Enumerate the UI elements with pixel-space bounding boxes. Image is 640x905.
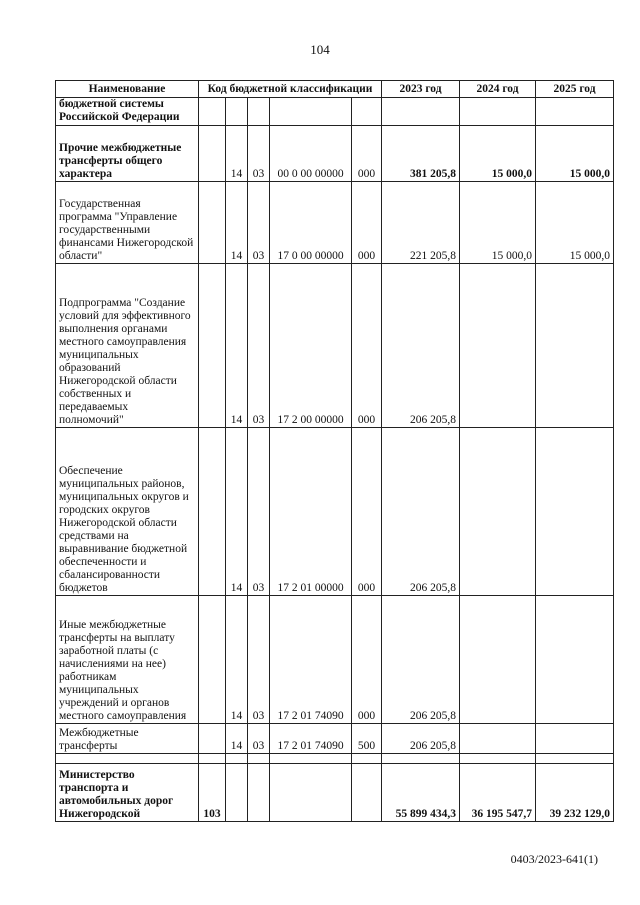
row-section: 14 <box>226 724 248 754</box>
row-name <box>56 754 199 764</box>
table-subheader-row <box>56 98 614 126</box>
row-subsection <box>248 764 270 822</box>
row-value-2023: 206 205,8 <box>382 596 460 724</box>
row-value-2023: 206 205,8 <box>382 264 460 428</box>
table-row <box>56 428 614 596</box>
row-value-2025 <box>536 596 614 724</box>
row-value-2024 <box>460 428 536 596</box>
row-value-2025: 39 232 129,0 <box>536 764 614 822</box>
row-target-code: 17 2 01 00000 <box>270 428 352 596</box>
row-value-2023: 55 899 434,3 <box>382 764 460 822</box>
row-expense-type: 000 <box>352 596 382 724</box>
table-row <box>56 596 614 724</box>
header-name: Наименование <box>56 81 199 98</box>
row-subsection: 03 <box>248 126 270 182</box>
row-value-2025: 15 000,0 <box>536 126 614 182</box>
table-row <box>56 264 614 428</box>
row-value-2023: 206 205,8 <box>382 428 460 596</box>
row-value-2024 <box>460 596 536 724</box>
row-section <box>226 754 248 764</box>
header-2024: 2024 год <box>460 81 536 98</box>
row-value-2025 <box>536 428 614 596</box>
row-target-code <box>270 754 352 764</box>
document-code: 0403/2023-641(1) <box>510 852 598 866</box>
table-row <box>56 724 614 754</box>
row-value-2025 <box>536 754 614 764</box>
row-value-2023: 221 205,8 <box>382 182 460 264</box>
row-expense-type: 000 <box>352 182 382 264</box>
row-expense-type: 000 <box>352 264 382 428</box>
row-ministry-code <box>199 182 226 264</box>
row-value-2023: 381 205,8 <box>382 126 460 182</box>
row-expense-type: 500 <box>352 724 382 754</box>
row-value-2025 <box>536 264 614 428</box>
row-ministry-code <box>199 126 226 182</box>
header-code: Код бюджетной классификации <box>199 81 382 98</box>
page-number: 104 <box>310 42 330 57</box>
table-row <box>56 754 614 764</box>
row-name: Государственная программа "Управление государственными финансами Нижегородской области" <box>56 182 199 264</box>
row-ministry-code <box>199 264 226 428</box>
row-value-2024 <box>460 724 536 754</box>
row-section: 14 <box>226 264 248 428</box>
row-name: Подпрограмма "Создание условий для эффективного выполнения органами местного самоуправления муниципальных образований Нижегородской области собственных и передаваемых полномочий" <box>56 264 199 428</box>
row-value-2024: 15 000,0 <box>460 182 536 264</box>
row-subsection: 03 <box>248 428 270 596</box>
row-ministry-code <box>199 754 226 764</box>
header-2023: 2023 год <box>382 81 460 98</box>
header-2025: 2025 год <box>536 81 614 98</box>
row-section: 14 <box>226 596 248 724</box>
row-name: Иные межбюджетные трансферты на выплату заработной платы (с начислениями на нее) работникам муниципальных учреждений и органов местного самоуправления <box>56 596 199 724</box>
row-value-2025 <box>536 724 614 754</box>
row-section: 14 <box>226 126 248 182</box>
row-expense-type <box>352 754 382 764</box>
row-target-code: 17 2 01 74090 <box>270 596 352 724</box>
row-subsection: 03 <box>248 724 270 754</box>
row-value-2024 <box>460 264 536 428</box>
row-section: 14 <box>226 182 248 264</box>
row-name: Межбюджетные трансферты <box>56 724 199 754</box>
row-value-2024: 36 195 547,7 <box>460 764 536 822</box>
row-target-code <box>270 764 352 822</box>
row-subsection: 03 <box>248 596 270 724</box>
row-ministry-code: 103 <box>199 764 226 822</box>
budget-table <box>55 80 614 822</box>
row-subsection: 03 <box>248 182 270 264</box>
row-target-code: 17 2 00 00000 <box>270 264 352 428</box>
row-target-code: 17 0 00 00000 <box>270 182 352 264</box>
row-value-2024: 15 000,0 <box>460 126 536 182</box>
row-name: Прочие межбюджетные трансферты общего характера <box>56 126 199 182</box>
table-row <box>56 764 614 822</box>
table-header-row <box>56 81 614 98</box>
row-target-code: 17 2 01 74090 <box>270 724 352 754</box>
row-expense-type: 000 <box>352 428 382 596</box>
row-subsection <box>248 754 270 764</box>
row-value-2023 <box>382 754 460 764</box>
row-expense-type: 000 <box>352 126 382 182</box>
row-value-2025: 15 000,0 <box>536 182 614 264</box>
row-ministry-code <box>199 596 226 724</box>
row-name: Министерство транспорта и автомобильных дорог Нижегородской <box>56 764 199 822</box>
row-section <box>226 764 248 822</box>
table-row <box>56 126 614 182</box>
table-row <box>56 182 614 264</box>
row-section: 14 <box>226 428 248 596</box>
row-target-code: 00 0 00 00000 <box>270 126 352 182</box>
row-name: Обеспечение муниципальных районов, муниципальных округов и городских округов Нижегородской области средствами на выравнивание бюджетной обеспеченности и сбалансированности бюджетов <box>56 428 199 596</box>
row-subsection: 03 <box>248 264 270 428</box>
row-expense-type <box>352 764 382 822</box>
row-ministry-code <box>199 428 226 596</box>
subheader-name: бюджетной системы Российской Федерации <box>56 98 199 126</box>
row-value-2024 <box>460 754 536 764</box>
row-ministry-code <box>199 724 226 754</box>
row-value-2023: 206 205,8 <box>382 724 460 754</box>
